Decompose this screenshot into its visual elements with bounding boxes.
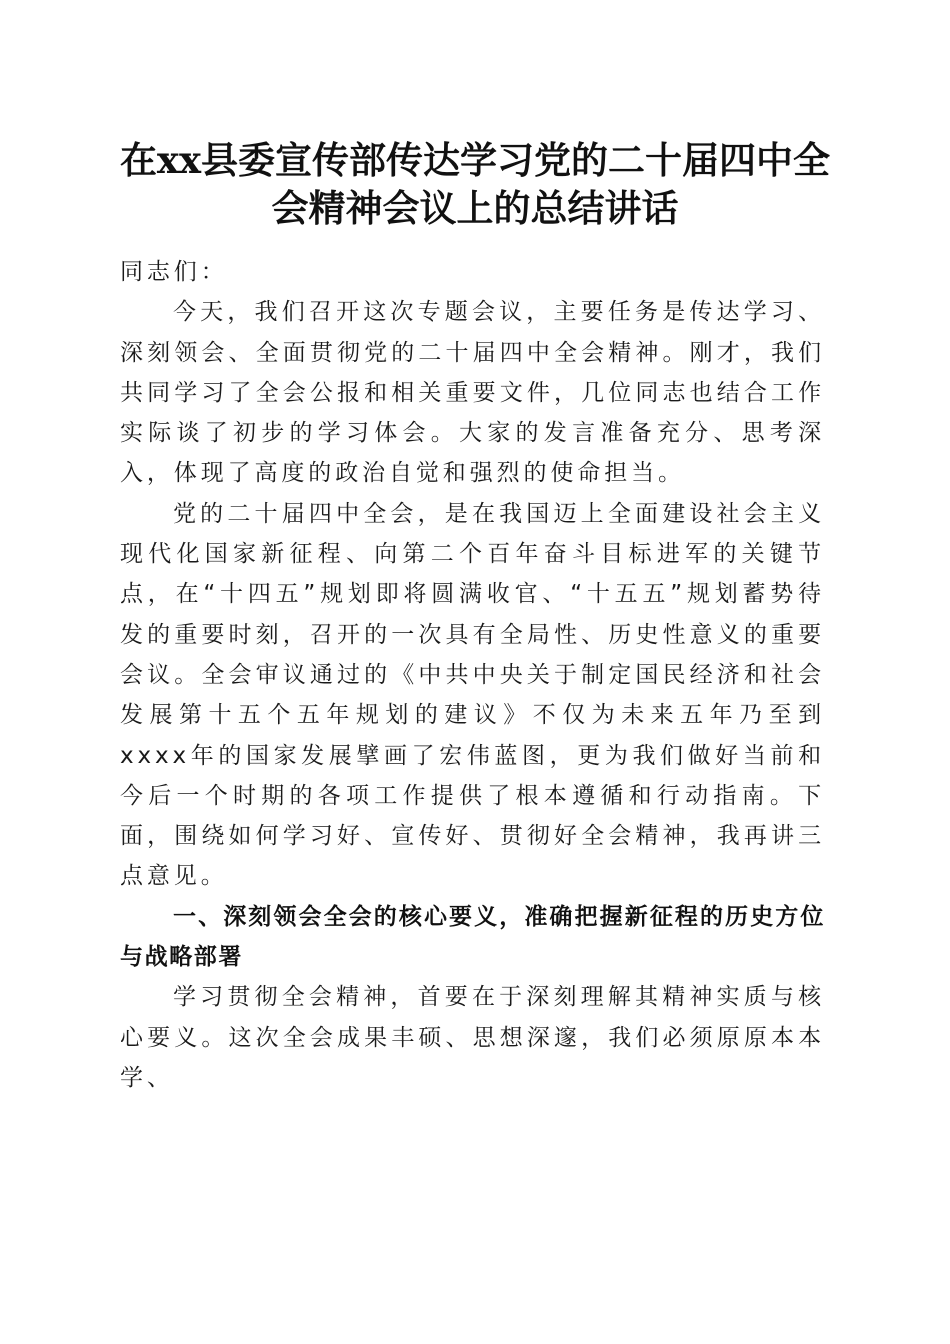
salutation: 同志们：: [120, 259, 228, 285]
document-title: 在xx县委宣传部传达学习党的二十届四中全会精神会议上的总结讲话: [119, 138, 831, 230]
paragraph-opening: 今天，我们召开这次专题会议，主要任务是传达学习、深刻领会、全面贯彻党的二十届四中全会精神。刚才，我们共同学习了全会公报和相关重要文件，几位同志也结合工作实际谈了初步的学习体会。大家的发言准备充分、思考深入，体现了高度的政治自觉和强烈的使命担当。: [120, 299, 825, 487]
section-heading-1: 一、深刻领会全会的核心要义，准确把握新征程的历史方位与战略部署: [120, 903, 825, 971]
document-body: [120, 252, 825, 1098]
paragraph-plenum-background: 党的二十届四中全会，是在我国迈上全面建设社会主义现代化国家新征程、向第二个百年奋斗目标进军的关键节点，在“十四五”规划即将圆满收官、“十五五”规划蓄势待发的重要时刻，召开的一次具有全局性、历史性意义的重要会议。全会审议通过的《中共中央关于制定国民经济和社会发展第十五个五年规划的建议》不仅为未来五年乃至到xxxx年的国家发展擘画了宏伟蓝图，更为我们做好当前和今后一个时期的各项工作提供了根本遵循和行动指南。下面，围绕如何学习好、宣传好、贯彻好全会精神，我再讲三点意见。: [120, 500, 825, 890]
paragraph-section-1: 学习贯彻全会精神，首要在于深刻理解其精神实质与核心要义。这次全会成果丰硕、思想深邃，我们必须原原本本学、: [120, 984, 825, 1091]
